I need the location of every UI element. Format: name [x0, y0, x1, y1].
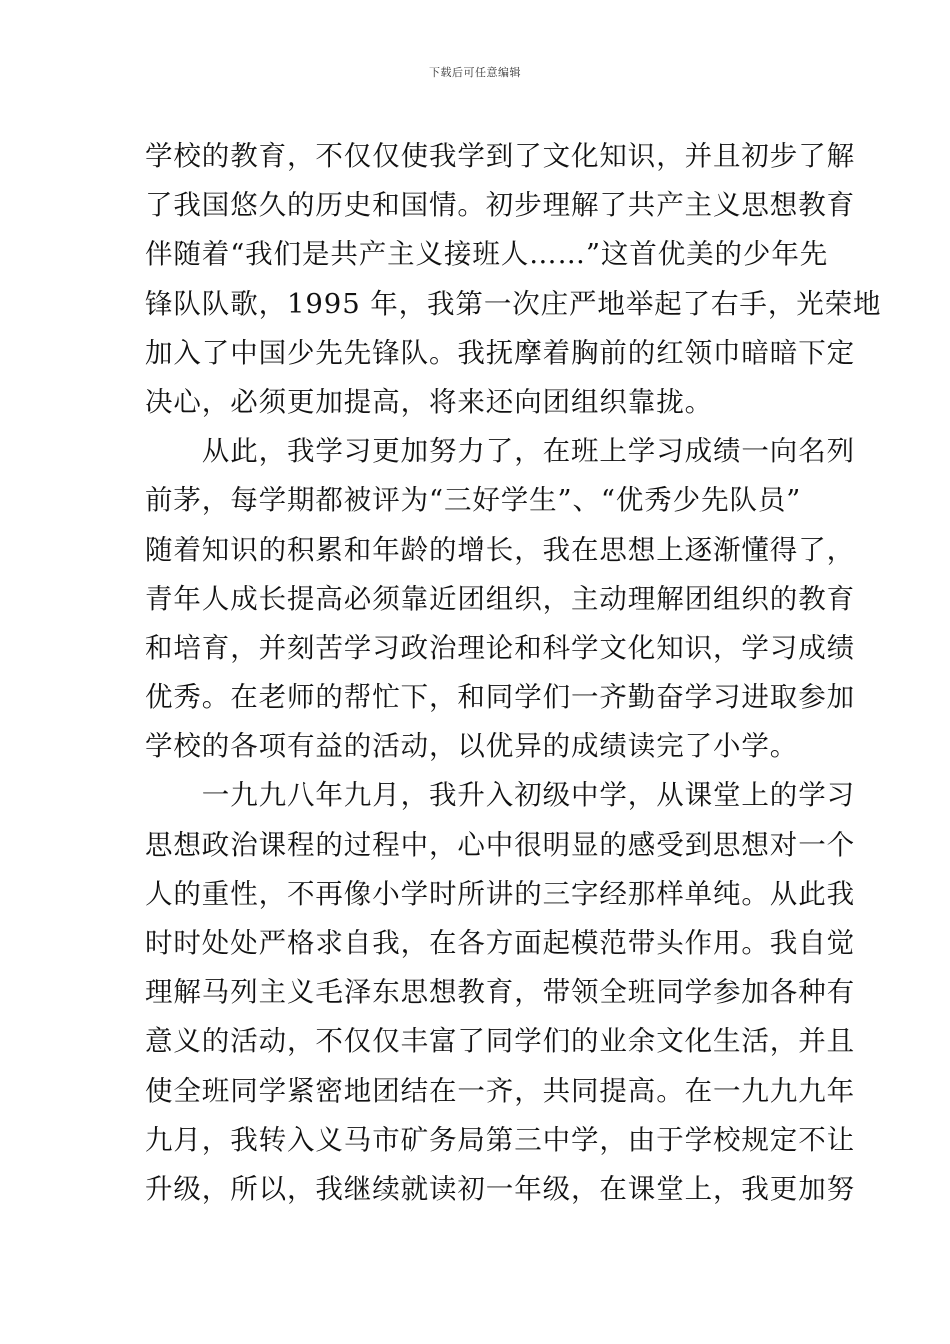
text-line: 升级，所以，我继续就读初一年级，在课堂上，我更加努: [145, 1172, 855, 1205]
text-line: 理解马列主义毛泽东思想教育，带领全班同学参加各种有: [145, 976, 855, 1009]
page-header: 下载后可任意编辑: [429, 66, 521, 79]
text-line: 使全班同学紧密地团结在一齐，共同提高。在一九九九年: [145, 1074, 855, 1107]
text-line: 锋队队歌，1995 年，我第一次庄严地举起了右手，光荣地: [145, 287, 882, 320]
text-line: 学校的各项有益的活动，以优异的成绩读完了小学。: [145, 730, 799, 763]
text-line: 学校的教育，不仅仅使我学到了文化知识，并且初步了解: [145, 140, 855, 172]
text-line: 决心，必须更加提高，将来还向团组织靠拢。: [145, 385, 713, 418]
text-line: 和培育，并刻苦学习政治理论和科学文化知识，学习成绩: [145, 631, 855, 664]
text-line: 优秀。在老师的帮忙下，和同学们一齐勤奋学习进取参加: [145, 681, 855, 714]
text-line: 了我国悠久的历史和国情。初步理解了共产主义思想教育: [145, 189, 855, 222]
text-line: 一九九八年九月，我升入初级中学，从课堂上的学习: [145, 779, 855, 812]
text-line: 伴随着“我们是共产主义接班人……”这首优美的少年先: [145, 238, 829, 271]
text-line: 从此，我学习更加努力了，在班上学习成绩一向名列: [145, 435, 855, 468]
text-line: 九月，我转入义马市矿务局第三中学，由于学校规定不让: [145, 1123, 855, 1156]
text-line: 意义的活动，不仅仅丰富了同学们的业余文化生活，并且: [145, 1025, 855, 1058]
text-line: 时时处处严格求自我，在各方面起模范带头作用。我自觉: [145, 927, 855, 959]
body-text: [145, 132, 882, 1214]
text-line: 思想政治课程的过程中，心中很明显的感受到思想对一个: [145, 828, 855, 861]
text-line: 前茅，每学期都被评为“三好学生”、“优秀少先队员”: [145, 484, 802, 517]
text-line: 随着知识的积累和年龄的增长，我在思想上逐渐懂得了，: [145, 533, 855, 566]
text-line: 青年人成长提高必须靠近团组织，主动理解团组织的教育: [145, 582, 855, 615]
text-line: 加入了中国少先先锋队。我抚摩着胸前的红领巾暗暗下定: [145, 336, 855, 369]
text-line: 人的重性，不再像小学时所讲的三字经那样单纯。从此我: [145, 877, 855, 910]
